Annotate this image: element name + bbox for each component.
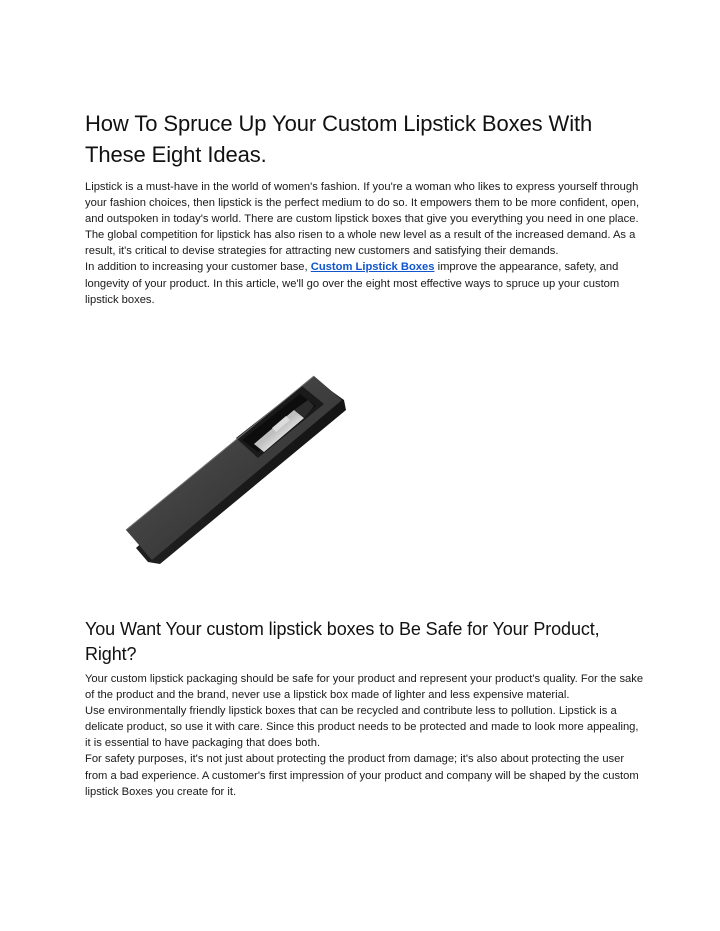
section-heading: You Want Your custom lipstick boxes to Be Safe for Your Product, Right? xyxy=(85,619,600,664)
link-paragraph-before: In addition to increasing your customer base, xyxy=(85,261,311,274)
article-title-block xyxy=(85,108,645,170)
custom-lipstick-boxes-link[interactable]: Custom Lipstick Boxes xyxy=(310,261,435,274)
intro-paragraph-3 xyxy=(85,259,645,307)
section-paragraph-1: Your custom lipstick packaging should be safe for your product and represent your product's quality. For the sake of the product and the brand, never use a lipstick box made of lighter and less expensive material. xyxy=(85,673,644,702)
section-heading-block xyxy=(85,617,645,667)
section-paragraph-3: For safety purposes, it's not just about protecting the product from damage; it's also about protecting the user from a bad experience. A customer's first impression of your product and company will be shaped by the custom lipstick Boxes you create for it. xyxy=(85,753,639,798)
intro-paragraph-1: Lipstick is a must-have in the world of women's fashion. If you're a woman who likes to express yourself through your fashion choices, then lipstick is the perfect medium to do so. It empowers them to be more confident, open, and outspoken in today's world. There are custom lipstick boxes that give you everything you need in one place. xyxy=(85,181,640,226)
lipstick-box-image xyxy=(118,370,368,570)
link-paragraph-after: improve the appearance, safety, and longevity of your product. In this article, we'll go over the eight most effective ways to spruce up your custom lipstick boxes. xyxy=(85,261,620,306)
intro-section xyxy=(85,179,645,308)
section-paragraph-2: Use environmentally friendly lipstick boxes that can be recycled and contribute less to pollution. Lipstick is a delicate product, so use it with care. Since this product needs to be protected and made to look more appealing, it is essential to have packaging that does both. xyxy=(85,705,639,750)
article-title: How To Spruce Up Your Custom Lipstick Boxes With These Eight Ideas. xyxy=(85,111,593,167)
intro-paragraph-2: The global competition for lipstick has also risen to a whole new level as a result of the increased demand. As a result, it's critical to devise strategies for attracting new customers and satisfying their demands. xyxy=(85,229,636,258)
safety-section xyxy=(85,671,645,800)
lipstick-box-illustration xyxy=(118,370,368,570)
